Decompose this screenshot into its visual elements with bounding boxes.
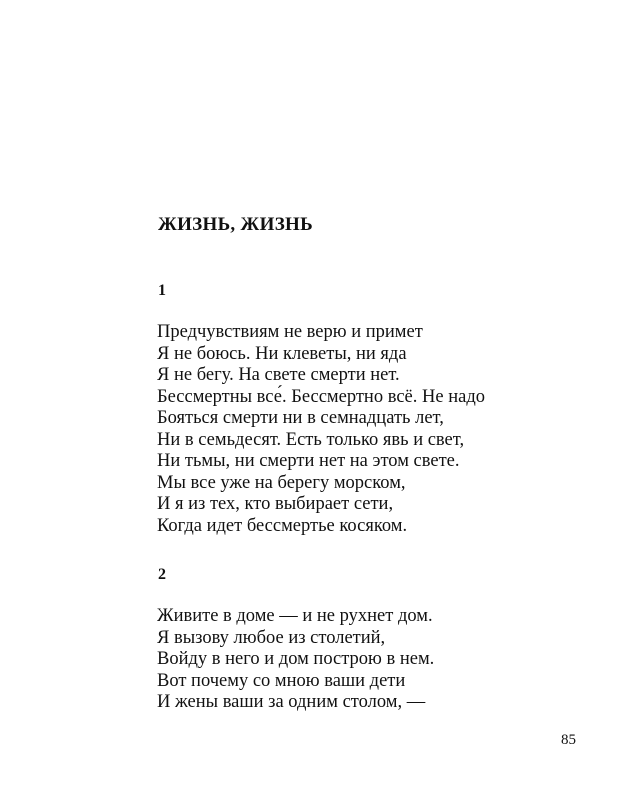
verse-line: Войду в него и дом построю в нем. — [157, 649, 435, 669]
verse-line: Бессмертны все́. Бессмертно всё. Не надо — [157, 386, 485, 407]
section-number-1: 1 — [158, 282, 166, 299]
verse-line: Живите в доме — и не рухнет дом. — [157, 606, 433, 626]
verse-line: Мы все уже на берегу морском, — [157, 472, 406, 493]
verse-line: Я не боюсь. Ни клеветы, ни яда — [157, 343, 407, 364]
page-number: 85 — [561, 732, 576, 748]
verse-line: И я из тех, кто выбирает сети, — [157, 494, 394, 514]
verse-line: Я не бегу. На свете смерти нет. — [157, 365, 400, 385]
verse-line: Я вызову любое из столетий, — [157, 627, 386, 648]
section-number-2: 2 — [158, 566, 166, 583]
poem-title: ЖИЗНЬ, ЖИЗНЬ — [158, 214, 313, 235]
verse-line: И жены ваши за одним столом, — — [157, 692, 426, 712]
stanza-1 — [157, 322, 485, 537]
stanza-2 — [157, 606, 434, 714]
verse-line: Вот почему со мною ваши дети — [157, 670, 406, 691]
verse-line: Ни тьмы, ни смерти нет на этом свете. — [157, 451, 460, 471]
verse-line: Ни в семьдесят. Есть только явь и свет, — [157, 429, 465, 450]
verse-line: Предчувствиям не верю и примет — [157, 322, 423, 342]
verse-line: Бояться смерти ни в семнадцать лет, — [157, 408, 444, 428]
verse-line: Когда идет бессмертье косяком. — [157, 515, 408, 536]
